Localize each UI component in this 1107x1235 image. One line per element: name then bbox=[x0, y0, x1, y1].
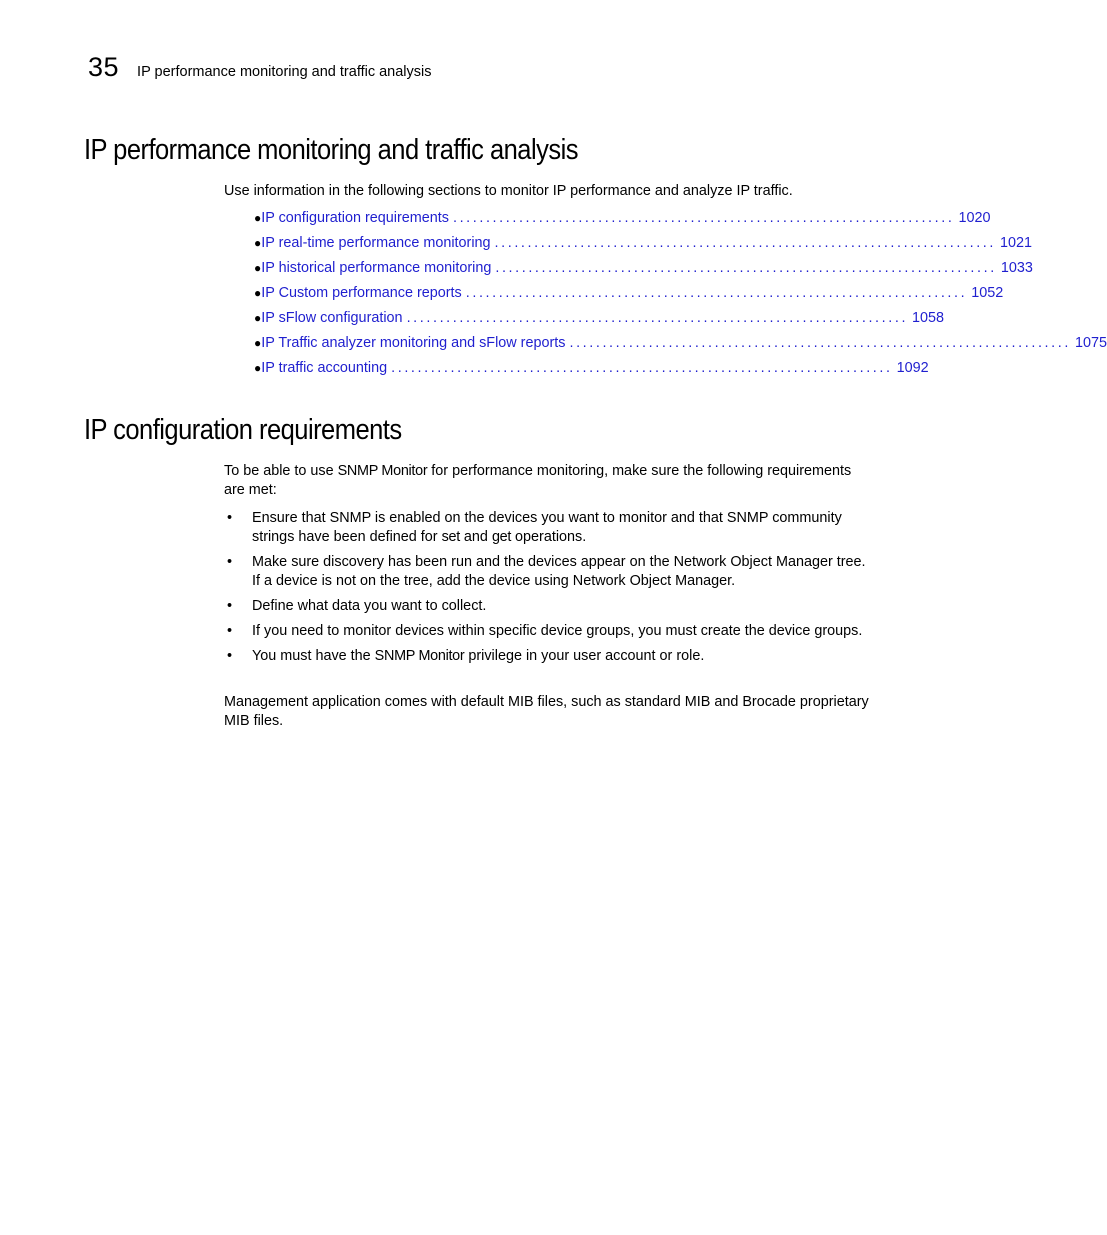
toc-page[interactable]: 1033 bbox=[1000, 260, 1033, 276]
toc-leader: ............................................................................ bbox=[465, 285, 968, 301]
chapter-number: 35 bbox=[88, 52, 120, 82]
requirements-intro bbox=[224, 462, 874, 500]
toc-page[interactable]: 1075 bbox=[1074, 335, 1107, 351]
toc-item[interactable] bbox=[254, 234, 1033, 259]
chapter-title: IP performance monitoring and traffic analysis bbox=[137, 64, 432, 80]
toc-page[interactable]: 1052 bbox=[971, 285, 1004, 301]
toc-leader: ............................................................................ bbox=[406, 310, 909, 326]
intro-text: for performance monitoring, make sure the following requirements are met: bbox=[224, 463, 852, 498]
toc-item[interactable] bbox=[254, 309, 945, 334]
toc-link[interactable]: IP real-time performance monitoring bbox=[261, 235, 491, 251]
ui-term-get: get bbox=[491, 529, 512, 545]
mib-note: Management application comes with default MIB files, such as standard MIB and Brocade proprietary MIB files. bbox=[224, 694, 869, 729]
requirements-list bbox=[224, 509, 874, 672]
intro-text: To be able to use bbox=[224, 463, 338, 479]
toc-item[interactable] bbox=[254, 334, 1107, 359]
item-text: If you need to monitor devices within specific device groups, you must create the device groups. bbox=[252, 623, 863, 639]
ui-term-set: set bbox=[441, 529, 460, 545]
item-text: You must have the bbox=[252, 648, 375, 664]
toc-link[interactable]: IP Traffic analyzer monitoring and sFlow reports bbox=[261, 335, 566, 351]
item-text: privilege in your user account or role. bbox=[464, 648, 705, 664]
ui-term-snmp-monitor: SNMP Monitor bbox=[337, 463, 428, 479]
bullet-icon: ● bbox=[254, 286, 262, 300]
ui-term-snmp-monitor: SNMP Monitor bbox=[374, 648, 465, 664]
bullet-icon: ● bbox=[254, 236, 262, 250]
bullet-icon: ● bbox=[254, 361, 262, 375]
section-title-requirements: IP configuration requirements bbox=[84, 414, 402, 446]
toc-link[interactable]: IP traffic accounting bbox=[261, 360, 388, 376]
bullet-icon: ● bbox=[254, 261, 262, 275]
toc-page[interactable]: 1020 bbox=[958, 210, 991, 226]
list-item bbox=[224, 597, 874, 616]
toc-item[interactable] bbox=[254, 359, 929, 384]
toc-page[interactable]: 1021 bbox=[1000, 235, 1033, 251]
section-title-performance: IP performance monitoring and traffic analysis bbox=[84, 134, 578, 166]
toc-item[interactable] bbox=[254, 209, 991, 234]
toc-link[interactable]: IP sFlow configuration bbox=[261, 310, 403, 326]
list-item bbox=[224, 509, 874, 547]
item-text: Ensure that SNMP is enabled on the devices you want to monitor and that SNMP community strings have been defined for bbox=[252, 510, 842, 545]
toc-link[interactable]: IP Custom performance reports bbox=[261, 285, 462, 301]
toc-item[interactable] bbox=[254, 259, 1033, 284]
toc-leader: ............................................................................ bbox=[391, 360, 893, 376]
item-text: and bbox=[459, 529, 492, 545]
list-item bbox=[224, 553, 874, 591]
item-text: Define what data you want to collect. bbox=[252, 598, 487, 614]
bullet-icon: ● bbox=[254, 336, 262, 350]
toc-link[interactable]: IP historical performance monitoring bbox=[261, 260, 492, 276]
toc-leader: ............................................................................ bbox=[494, 235, 996, 251]
item-text: Make sure discovery has been run and the devices appear on the Network Object Manager tree. If a device is not on the tree, add the device using Network Object Manager. bbox=[252, 554, 866, 589]
item-text: operations. bbox=[511, 529, 587, 545]
section-intro: Use information in the following sections to monitor IP performance and analyze IP traffic. bbox=[224, 183, 793, 199]
toc-leader: ............................................................................ bbox=[452, 210, 955, 226]
toc-page[interactable]: 1092 bbox=[896, 360, 929, 376]
toc-leader: ............................................................................ bbox=[569, 335, 1071, 351]
list-item bbox=[224, 647, 874, 666]
list-item bbox=[224, 622, 874, 641]
toc-link[interactable]: IP configuration requirements bbox=[261, 210, 449, 226]
running-header bbox=[88, 54, 432, 81]
toc-leader: ............................................................................ bbox=[495, 260, 997, 276]
toc-item[interactable] bbox=[254, 284, 1004, 309]
section-toc bbox=[254, 209, 1107, 384]
toc-page[interactable]: 1058 bbox=[912, 310, 945, 326]
bullet-icon: ● bbox=[254, 311, 262, 325]
bullet-icon: ● bbox=[254, 211, 262, 225]
